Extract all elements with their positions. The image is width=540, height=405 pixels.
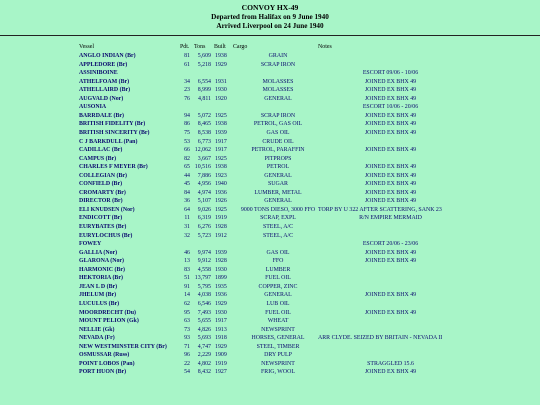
cell-built: 1923 xyxy=(215,172,227,179)
column-header-cargo: Cargo xyxy=(233,44,248,50)
cell-cargo: FUEL OIL xyxy=(265,275,291,282)
cell-notes: ESCORT 10/06 - 20/06 xyxy=(362,104,419,111)
cell-cargo: NEWSPRINT xyxy=(261,360,295,367)
cell-cargo: STEEL, TIMBER xyxy=(256,343,300,350)
cell-built: 1930 xyxy=(215,87,227,94)
cell-cargo: GENERAL xyxy=(264,95,292,102)
cell-tons: 9,912 xyxy=(197,258,211,265)
cell-pdt: 75 xyxy=(184,129,190,136)
cell-vessel: C J BARKDULL (Pan) xyxy=(79,138,138,145)
cell-notes: JOINED EX BHX 49 xyxy=(364,172,417,179)
cell-cargo: GENERAL xyxy=(264,292,292,299)
cell-vessel: CAMPUS (Br) xyxy=(79,155,117,162)
cell-cargo: SUGAR xyxy=(268,181,288,188)
cell-tons: 5,218 xyxy=(197,61,211,68)
cell-pdt: 84 xyxy=(184,189,190,196)
cell-built: 1938 xyxy=(215,53,227,59)
cell-pdt: 45 xyxy=(184,181,190,188)
cell-cargo: COPPER, ZINC xyxy=(258,283,298,290)
cell-tons: 5,795 xyxy=(197,283,211,290)
cell-tons: 8,432 xyxy=(197,369,211,376)
cell-vessel: CONFIELD (Br) xyxy=(79,181,123,188)
cell-cargo: GENERAL xyxy=(264,172,292,179)
cell-notes: TORP BY U 322 AFTER SCATTERING, SANK 23 xyxy=(318,206,442,213)
cell-pdt: 96 xyxy=(184,352,190,359)
cell-notes: JOINED EX BHX 49 xyxy=(364,309,417,316)
cell-pdt: 66 xyxy=(184,147,190,154)
cell-pdt: 61 xyxy=(184,61,190,68)
cell-tons: 6,554 xyxy=(197,78,211,85)
cell-built: 1938 xyxy=(215,121,227,128)
cell-notes: JOINED EX BHX 49 xyxy=(364,258,417,265)
cell-notes: ESCORT 20/06 - 23/06 xyxy=(362,241,419,248)
cell-built: 1919 xyxy=(215,215,227,222)
cell-vessel: POINT LOBOS (Pan) xyxy=(79,360,135,367)
cell-tons: 5,072 xyxy=(197,112,211,119)
cell-cargo: 9000 TONS DIESO, 3000 FFO xyxy=(240,206,316,213)
cell-notes: JOINED EX BHX 49 xyxy=(364,249,417,256)
cell-pdt: 34 xyxy=(184,78,190,85)
cell-vessel: APPLEDORE (Br) xyxy=(79,61,128,68)
cell-tons: 5,107 xyxy=(197,198,211,205)
column-header-built: Built xyxy=(214,44,226,50)
cell-cargo: LUMBER, METAL xyxy=(254,189,302,196)
cell-pdt: 91 xyxy=(184,283,190,290)
cell-vessel: GALLIA (Nor) xyxy=(79,249,118,256)
cell-pdt: 65 xyxy=(184,164,190,171)
cell-notes: JOINED EX BHX 49 xyxy=(364,95,417,102)
cell-pdt: 95 xyxy=(184,309,190,316)
cell-pdt: 82 xyxy=(184,155,190,162)
cell-cargo: CRUDE OIL xyxy=(262,138,294,145)
cell-pdt: 23 xyxy=(184,87,190,94)
cell-tons: 9,974 xyxy=(197,249,211,256)
cell-pdt: 31 xyxy=(184,224,190,230)
cell-cargo: STEEL, A/C xyxy=(262,232,294,239)
convoy-title: CONVOY HX-49 xyxy=(241,3,299,12)
cell-pdt: 62 xyxy=(184,300,190,307)
cell-cargo: SCRAP, EXPL xyxy=(260,215,296,222)
cell-tons: 10,516 xyxy=(194,164,211,171)
cell-cargo: FUEL OIL xyxy=(265,309,291,316)
cell-notes: JOINED EX BHX 49 xyxy=(364,129,417,136)
cell-built: 1926 xyxy=(215,198,227,205)
cell-notes: JOINED EX BHX 49 xyxy=(364,292,417,299)
cell-vessel: GLARONA (Nor) xyxy=(79,258,124,265)
cell-vessel: BRITISH SINCERITY (Br) xyxy=(79,129,150,136)
cell-cargo: NEWSPRINT xyxy=(261,326,295,333)
cell-vessel: LUCULUS (Br) xyxy=(79,300,120,307)
cell-vessel: MOORDRECHT (Du) xyxy=(79,309,136,316)
cell-cargo: GAS OIL xyxy=(266,249,290,256)
cell-tons: 5,723 xyxy=(197,232,211,239)
cell-built: 1936 xyxy=(215,292,227,299)
cell-built: 1929 xyxy=(215,300,227,307)
cell-pdt: 13 xyxy=(184,258,190,265)
cell-vessel: CHARLES F MEYER (Br) xyxy=(79,164,148,171)
header-divider xyxy=(0,35,540,36)
cell-tons: 9,026 xyxy=(197,206,211,213)
cell-vessel: JHELUM (Br) xyxy=(79,292,117,299)
cell-vessel: NEVADA (Fr) xyxy=(79,335,115,342)
cell-tons: 4,811 xyxy=(197,95,211,102)
cell-pdt: 51 xyxy=(184,275,190,282)
cell-vessel: MOUNT PELION (Gk) xyxy=(79,318,139,325)
cell-tons: 13,797 xyxy=(194,275,211,282)
cell-vessel: EURYLOCHUS (Br) xyxy=(79,232,133,239)
cell-cargo: GENERAL xyxy=(264,198,292,205)
cell-tons: 5,609 xyxy=(197,53,211,59)
cell-built: 1909 xyxy=(215,352,227,359)
cell-tons: 8,538 xyxy=(197,129,211,136)
cell-pdt: 22 xyxy=(184,360,190,367)
cell-notes: JOINED EX BHX 49 xyxy=(364,78,417,85)
cell-notes: ESCORT 09/06 - 10/06 xyxy=(362,70,419,77)
cell-built: 1899 xyxy=(215,275,227,282)
cell-pdt: 53 xyxy=(184,138,190,145)
cell-pdt: 64 xyxy=(184,206,190,213)
cell-vessel: PORT HUON (Br) xyxy=(79,369,127,376)
cell-cargo: FFO xyxy=(272,258,284,265)
cell-vessel: BRITISH FIDELITY (Br) xyxy=(79,121,146,128)
cell-built: 1927 xyxy=(215,369,227,376)
cell-vessel: AUGVALD (Nor) xyxy=(79,95,124,102)
cell-cargo: PITPROPS xyxy=(264,155,292,162)
cell-vessel: DIRECTOR (Br) xyxy=(79,198,123,205)
cell-vessel: FOWEY xyxy=(79,241,102,248)
cell-vessel: NELLIE (Gk) xyxy=(79,326,115,333)
cell-tons: 5,693 xyxy=(197,335,211,342)
cell-built: 1930 xyxy=(215,266,227,273)
cell-cargo: LUB OIL xyxy=(266,300,290,307)
cell-vessel: ATHELFOAM (Br) xyxy=(79,78,130,85)
cell-vessel: CADILLAC (Br) xyxy=(79,147,123,154)
cell-notes: JOINED EX BHX 49 xyxy=(364,121,417,128)
cell-tons: 4,802 xyxy=(197,360,211,367)
cell-cargo: SCRAP IRON xyxy=(260,112,296,119)
cell-pdt: 32 xyxy=(184,232,190,239)
cell-tons: 6,773 xyxy=(197,138,211,145)
cell-built: 1918 xyxy=(215,335,227,342)
cell-vessel: OSMUSSAR (Russ) xyxy=(79,352,130,359)
cell-tons: 3,667 xyxy=(197,155,211,162)
cell-notes: STRAGGLED 15.6 xyxy=(367,360,414,367)
column-header-vessel: Vessel xyxy=(79,44,95,50)
cell-cargo: STEEL, A/C xyxy=(262,224,294,230)
cell-built: 1931 xyxy=(215,78,227,85)
cell-tons: 4,558 xyxy=(197,266,211,273)
cell-tons: 8,465 xyxy=(197,121,211,128)
cell-cargo: HORSES, GENERAL xyxy=(251,335,305,342)
cell-vessel: CROMARTY (Br) xyxy=(79,189,126,196)
cell-tons: 7,886 xyxy=(197,172,211,179)
cell-cargo: GRAIN xyxy=(268,53,288,59)
cell-pdt: 83 xyxy=(184,266,190,273)
column-header-tons: Tons xyxy=(194,44,206,50)
cell-vessel: JEAN L D (Br) xyxy=(79,283,118,290)
cell-vessel: AUSONIA xyxy=(79,104,107,111)
cell-built: 1938 xyxy=(215,164,227,171)
cell-pdt: 86 xyxy=(184,121,190,128)
cell-built: 1940 xyxy=(215,181,227,188)
cell-pdt: 81 xyxy=(184,53,190,59)
table-header-row xyxy=(0,43,540,52)
cell-pdt: 11 xyxy=(184,215,190,222)
cell-tons: 4,974 xyxy=(197,189,211,196)
cell-vessel: HARMONIC (Br) xyxy=(79,266,125,273)
cell-pdt: 46 xyxy=(184,249,190,256)
cell-built: 1913 xyxy=(215,326,227,333)
cell-notes: JOINED EX BHX 49 xyxy=(364,147,417,154)
cell-tons: 4,038 xyxy=(197,292,211,299)
cell-cargo: SCRAP IRON xyxy=(260,61,296,68)
cell-vessel: ENDICOTT (Br) xyxy=(79,215,123,222)
cell-vessel: HEKTORIA (Br) xyxy=(79,275,123,282)
cell-built: 1912 xyxy=(215,232,227,239)
cell-built: 1930 xyxy=(215,309,227,316)
cell-tons: 6,546 xyxy=(197,300,211,307)
cell-built: 1925 xyxy=(215,112,227,119)
cell-cargo: DRY PULP xyxy=(264,352,292,359)
cell-pdt: 71 xyxy=(184,343,190,350)
cell-pdt: 54 xyxy=(184,369,190,376)
cell-notes: ARR CLYDE. SEIZED BY BRITAIN - NEVADA II xyxy=(318,335,443,342)
cell-tons: 4,747 xyxy=(197,343,211,350)
cell-cargo: FRIG, WOOL xyxy=(261,369,295,376)
cell-built: 1925 xyxy=(215,155,227,162)
table-row xyxy=(0,368,540,377)
cell-built: 1917 xyxy=(215,138,227,145)
cell-built: 1925 xyxy=(215,206,227,213)
cell-tons: 5,655 xyxy=(197,318,211,325)
cell-pdt: 94 xyxy=(184,112,190,119)
cell-vessel: BARRDALE (Br) xyxy=(79,112,124,119)
cell-notes: JOINED EX BHX 49 xyxy=(364,369,417,376)
cell-cargo: MOLASSES xyxy=(262,78,294,85)
cell-cargo: PETROL, GAS OIL xyxy=(253,121,303,128)
cell-vessel: ASSINIBOINE xyxy=(79,70,118,77)
cell-tons: 2,229 xyxy=(197,352,211,359)
cell-built: 1917 xyxy=(215,147,227,154)
cell-cargo: GAS OIL xyxy=(266,129,290,136)
arrival-line: Arrived Liverpool on 24 June 1940 xyxy=(216,22,324,30)
cell-pdt: 63 xyxy=(184,318,190,325)
cell-tons: 12,062 xyxy=(194,147,211,154)
cell-cargo: PETROL, PARAFFIN xyxy=(251,147,305,154)
cell-vessel: ANGLO INDIAN (Br) xyxy=(79,53,136,59)
column-header-notes: Notes xyxy=(318,44,332,50)
cell-notes: JOINED EX BHX 49 xyxy=(364,87,417,94)
departure-line: Departed from Halifax on 9 June 1940 xyxy=(211,13,329,21)
cell-notes: JOINED EX BHX 49 xyxy=(364,112,417,119)
cell-notes: R/N EMPIRE MERMAID xyxy=(359,215,422,222)
cell-tons: 7,493 xyxy=(197,309,211,316)
cell-tons: 6,319 xyxy=(197,215,211,222)
cell-built: 1939 xyxy=(215,249,227,256)
cell-tons: 4,956 xyxy=(197,181,211,188)
cell-built: 1928 xyxy=(215,258,227,265)
cell-notes: JOINED EX BHX 49 xyxy=(364,164,417,171)
cell-vessel: EURYBATES (Br) xyxy=(79,224,127,230)
cell-built: 1929 xyxy=(215,61,227,68)
column-header-pdt: Pdt. xyxy=(180,44,190,50)
cell-notes: JOINED EX BHX 49 xyxy=(364,181,417,188)
cell-cargo: PETROL xyxy=(266,164,290,171)
cell-tons: 6,276 xyxy=(197,224,211,230)
cell-tons: 4,826 xyxy=(197,326,211,333)
cell-pdt: 44 xyxy=(184,172,190,179)
cell-cargo: WHEAT xyxy=(267,318,289,325)
cell-notes: JOINED EX BHX 49 xyxy=(364,189,417,196)
cell-built: 1929 xyxy=(215,343,227,350)
cell-built: 1917 xyxy=(215,318,227,325)
cell-vessel: NEW WESTMINSTER CITY (Br) xyxy=(79,343,167,350)
cell-pdt: 14 xyxy=(184,292,190,299)
cell-pdt: 73 xyxy=(184,326,190,333)
cell-pdt: 76 xyxy=(184,95,190,102)
cell-cargo: MOLASSES xyxy=(262,87,294,94)
cell-pdt: 36 xyxy=(184,198,190,205)
cell-built: 1928 xyxy=(215,224,227,230)
cell-cargo: LUMBER xyxy=(265,266,291,273)
cell-built: 1939 xyxy=(215,129,227,136)
cell-built: 1935 xyxy=(215,283,227,290)
cell-built: 1920 xyxy=(215,95,227,102)
cell-notes: JOINED EX BHX 49 xyxy=(364,198,417,205)
cell-tons: 8,999 xyxy=(197,87,211,94)
cell-built: 1919 xyxy=(215,360,227,367)
cell-built: 1936 xyxy=(215,189,227,196)
cell-pdt: 93 xyxy=(184,335,190,342)
cell-vessel: ELI KNUDSEN (Nor) xyxy=(79,206,135,213)
cell-vessel: ATHELLAIRD (Br) xyxy=(79,87,131,94)
cell-vessel: COLLEGIAN (Br) xyxy=(79,172,127,179)
